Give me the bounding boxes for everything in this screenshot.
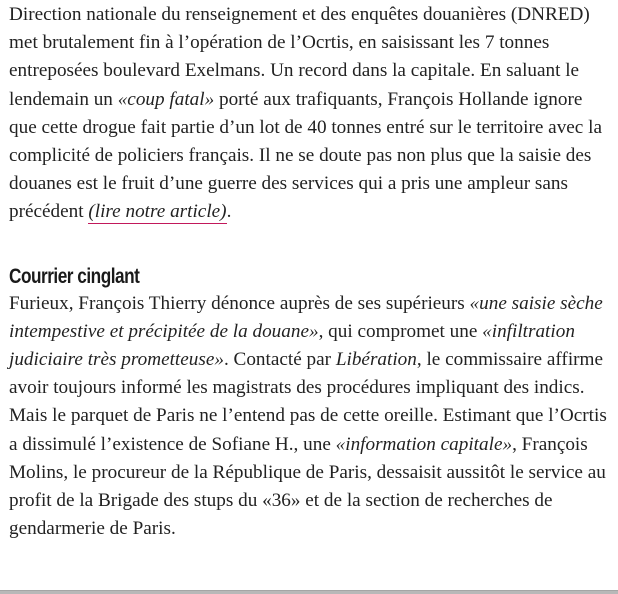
paragraph-text: , François Molins, le procureur de la République de Paris, dessaisit aussitôt le service au profit de la Brigade des stups du «36» et de la section de recherches de gendarmerie de Paris. <box>9 433 606 540</box>
quote-coup-fatal: «coup fatal» <box>117 88 215 110</box>
paragraph-text: porté aux trafiquants, François Hollande ignore que cette drogue fait partie d’un lot de 40 tonnes entré sur le territoire avec la complicité de policiers français. Il ne se doute pas non plus que la saisie des douanes est le fruit d’une guerre des services qui a pris une ampleur sans précédent <box>9 88 602 223</box>
quote-information-capitale: «information capitale» <box>335 433 513 455</box>
bottom-divider <box>0 590 618 594</box>
paragraph-text: . Contacté par <box>223 349 336 371</box>
article-body <box>9 1 613 543</box>
quote-infiltration: «infiltration judiciaire très prometteuse» <box>9 320 575 371</box>
paragraph-text: , le commissaire affirme avoir toujours informé les magistrats des procédures impliquant des indics. Mais le parquet de Paris ne l’entend pas de cette oreille. Estimant que l’Ocrtis a dissimulé l’existence de Sofiane H., une <box>9 349 607 455</box>
paragraph-courrier <box>9 290 613 544</box>
paragraph-customs-seizure <box>9 1 613 227</box>
paragraph-text: Direction nationale du renseignement et des enquêtes douanières (DNRED) met brutalement fin à l’opération de l’Ocrtis, en saisissant les 7 tonnes entreposées boulevard Exelmans. Un record dans la capitale. En saluant le lendemain un <box>9 4 590 110</box>
quote-saisie: «une saisie sèche intempestive et précipitée de la douane» <box>9 292 603 342</box>
read-article-link[interactable]: (lire notre article) <box>88 201 227 223</box>
publication-name: Libération <box>335 349 417 371</box>
section-heading: Courrier cinglant <box>9 264 140 288</box>
paragraph-text: , qui compromet une <box>318 320 483 342</box>
paragraph-text: Furieux, François Thierry dénonce auprès de ses supérieurs <box>9 292 470 314</box>
paragraph-text: . <box>226 201 232 223</box>
